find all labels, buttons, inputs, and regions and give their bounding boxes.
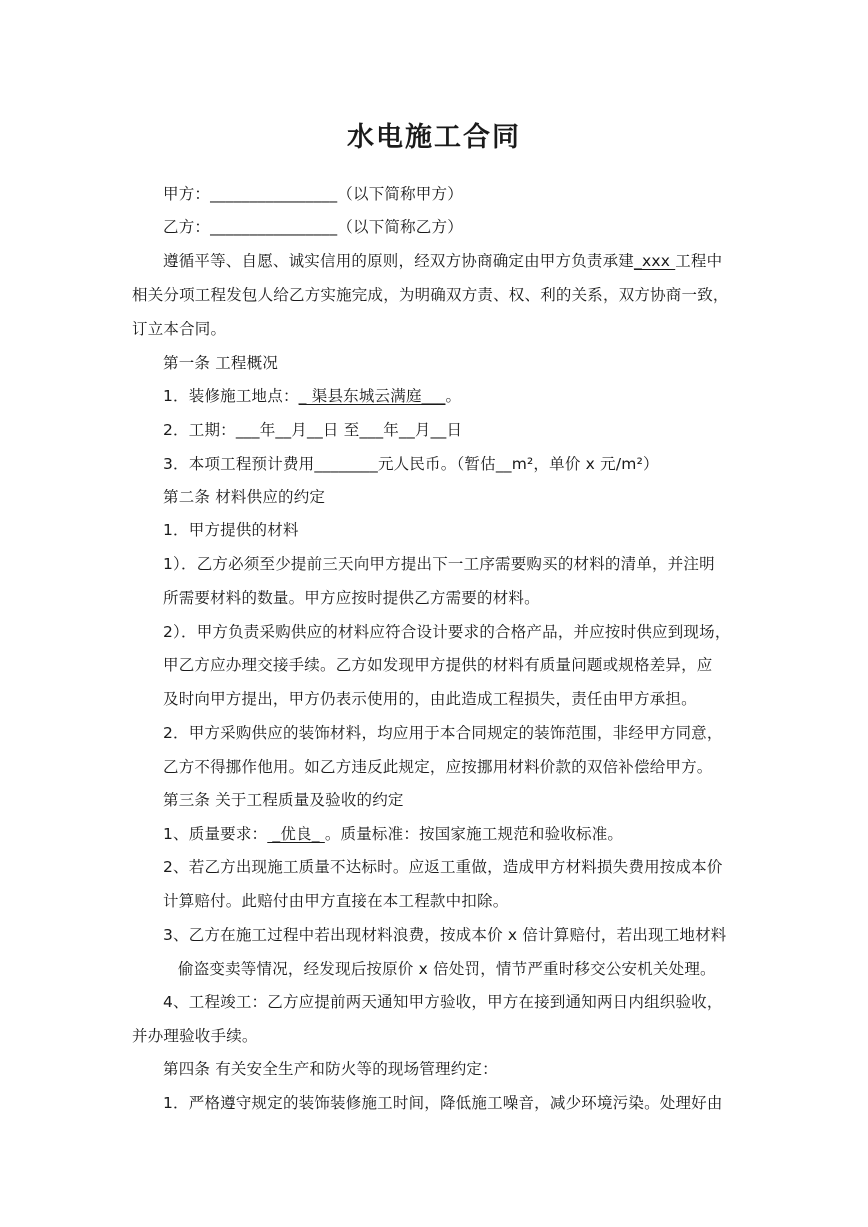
article-3-heading: 第三条 关于工程质量及验收的约定	[163, 791, 404, 809]
site-end: 。	[445, 387, 462, 405]
article-1-heading: 第一条 工程概况	[163, 354, 279, 372]
article-3-item-3-line-2: 偷盗变卖等情况，经发现后按原价 x 倍处罚，情节严重时移交公安机关处理。	[178, 960, 716, 978]
quality-standard: 。质量标准：按国家施工规范和验收标准。	[324, 825, 624, 843]
article-2-sub-2-line-1: 2）．甲方负责采购供应的材料应符合设计要求的合格产品，并应按时供应到现场，	[163, 623, 731, 641]
article-3-item-2-line-2: 计算赔付。此赔付由甲方直接在本工程款中扣除。	[163, 892, 509, 910]
article-3-item-4-line-2: 并办理验收手续。	[132, 1027, 258, 1045]
article-1-item-2: 2．工期：___年__月__日 至___年__月__日	[163, 421, 463, 439]
article-2-item-1: 1．甲方提供的材料	[163, 521, 299, 539]
article-1-item-1	[163, 382, 461, 410]
preamble-text: 遵循平等、自愿、诚实信用的原则，经双方协商确定由甲方负责承建	[163, 252, 635, 270]
article-2-sub-1-line-1: 1）．乙方必须至少提前三天向甲方提出下一工序需要购买的材料的清单，并注明	[163, 555, 715, 573]
article-2-item-2-line-2: 乙方不得挪作他用。如乙方违反此规定，应按挪用材料价款的双倍补偿给甲方。	[163, 758, 713, 776]
article-2-sub-2-line-3: 及时向甲方提出，甲方仍表示使用的，由此造成工程损失，责任由甲方承担。	[163, 690, 697, 708]
project-name-blank: _xxx	[634, 252, 676, 270]
site-label: 1．装修施工地点：	[163, 387, 299, 405]
article-2-sub-2-line-2: 甲乙方应办理交接手续。乙方如发现甲方提供的材料有质量问题或规格差异，应	[163, 656, 713, 674]
article-3-item-2-line-1: 2、若乙方出现施工质量不达标时。应返工重做，造成甲方材料损失费用按成本价	[163, 858, 723, 876]
article-2-heading: 第二条 材料供应的约定	[163, 488, 326, 506]
article-3-item-4-line-1: 4、工程竣工：乙方应提前两天通知甲方验收，甲方在接到通知两日内组织验收，	[163, 993, 723, 1011]
party-a-line: 甲方：________________（以下简称甲方）	[163, 185, 463, 203]
article-1-item-3: 3．本项工程预计费用________元人民币。（暂估__m²，单价 x 元/m²）	[163, 455, 659, 473]
preamble-line-2: 相关分项工程发包人给乙方实施完成，为明确双方责、权、利的关系，双方协商一致，	[132, 286, 729, 304]
article-3-item-3-line-1: 3、乙方在施工过程中若出现材料浪费，按成本价 x 倍计算赔付，若出现工地材料	[163, 926, 727, 944]
article-2-sub-1-line-2: 所需要材料的数量。甲方应按时提供乙方需要的材料。	[163, 589, 540, 607]
article-4-item-1-line-1: 1．严格遵守规定的装饰装修施工时间，降低施工噪音，减少环境污染。处理好由	[163, 1094, 723, 1112]
page-title: 水电施工合同	[347, 122, 521, 153]
preamble-line-3: 订立本合同。	[132, 320, 227, 338]
party-b-line: 乙方：________________（以下简称乙方）	[163, 218, 463, 236]
preamble-text-end: 工程中	[675, 252, 723, 270]
quality-label: 1、质量要求：	[163, 825, 268, 843]
article-2-item-2-line-1: 2．甲方采购供应的装饰材料，均应用于本合同规定的装饰范围，非经甲方同意，	[163, 724, 723, 742]
article-3-item-1	[163, 820, 623, 848]
site-address: _ 渠县东城云满庭___	[298, 387, 446, 405]
quality-value: _优良_	[267, 825, 325, 843]
preamble-line-1	[163, 247, 722, 275]
article-4-heading: 第四条 有关安全生产和防火等的现场管理约定：	[163, 1060, 498, 1078]
